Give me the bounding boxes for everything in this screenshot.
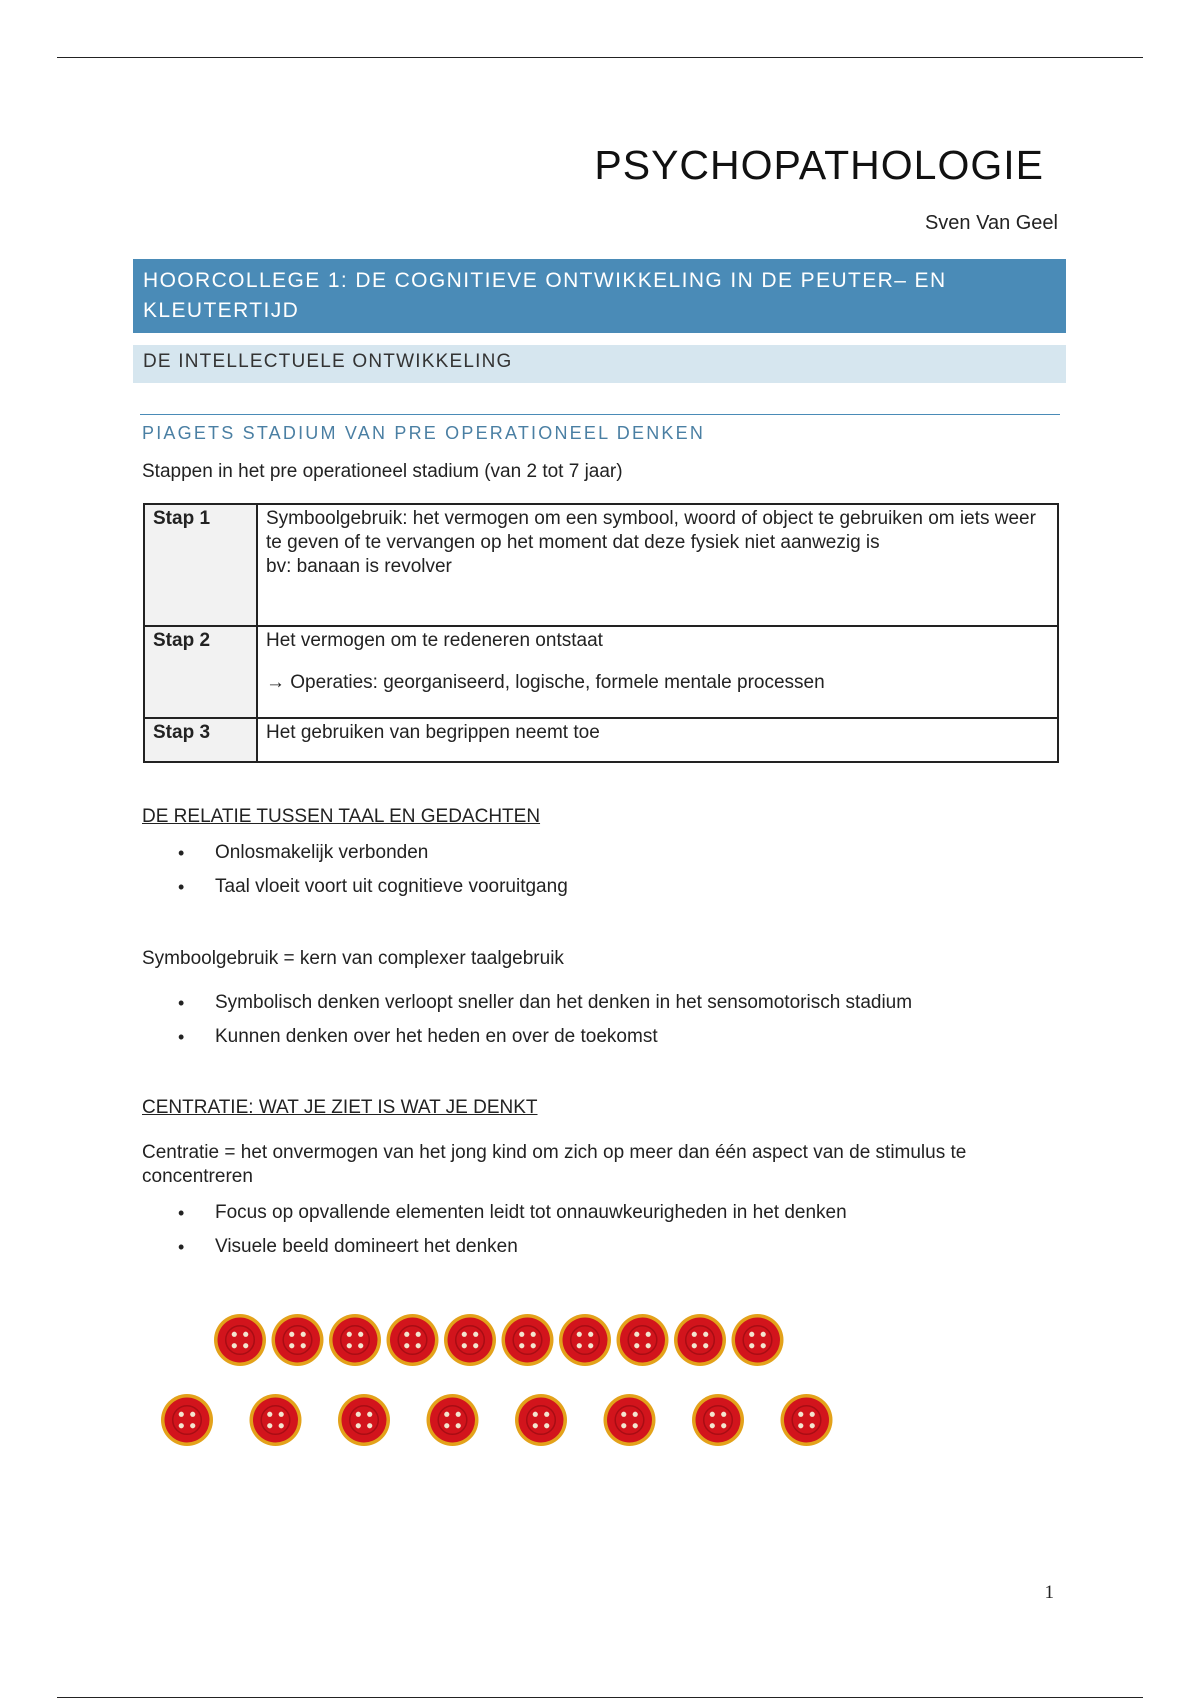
document-title: PSYCHOPATHOLOGIE	[594, 142, 1044, 188]
steps-table	[143, 503, 1059, 763]
step-line: Het vermogen om te redeneren ontstaat	[266, 630, 603, 651]
sewing-button	[214, 1314, 266, 1366]
list-item: • Visuele beeld domineert het denken	[170, 1235, 847, 1269]
sewing-button	[502, 1314, 554, 1366]
step-label: Stap 1	[144, 504, 257, 626]
bottom-rule	[57, 1697, 1143, 1698]
subsection-rule	[140, 414, 1060, 415]
list-item: • Focus op opvallende elementen leidt tot onnauwkeurigheden in het denken	[170, 1201, 847, 1235]
sewing-button	[732, 1314, 784, 1366]
sewing-button	[250, 1394, 302, 1446]
step-label: Stap 3	[144, 718, 257, 762]
table-row	[144, 718, 1058, 762]
list-item: • Taal vloeit voort uit cognitieve vooruitgang	[170, 875, 568, 909]
piaget-heading: PIAGETS STADIUM VAN PRE OPERATIONEEL DENKEN	[142, 423, 706, 443]
step-line: → Operaties: georganiseerd, logische, formele mentale processen	[266, 672, 825, 693]
sewing-button	[617, 1314, 669, 1366]
sewing-button	[559, 1314, 611, 1366]
step-line: Het gebruiken van begrippen neemt toe	[266, 722, 600, 743]
centratie-definition: Centratie = het onvermogen van het jong kind om zich op meer dan één aspect van de stimulus te concentreren	[142, 1142, 967, 1187]
sewing-button	[427, 1394, 479, 1446]
sewing-button	[272, 1314, 324, 1366]
centratie-bullets	[170, 1201, 847, 1269]
relatie-bullets	[170, 841, 568, 909]
step-line: Symboolgebruik: het vermogen om een symbool, woord of object te gebruiken om iets weer te geven of te vervangen op het moment dat deze fysiek niet aanwezig is	[266, 508, 1036, 553]
list-item: • Kunnen denken over het heden en over de toekomst	[170, 1025, 912, 1059]
sewing-button	[515, 1394, 567, 1446]
section-heading: DE INTELLECTUELE ONTWIKKELING	[133, 345, 1066, 383]
list-item: • Onlosmakelijk verbonden	[170, 841, 568, 875]
relatie-heading: DE RELATIE TUSSEN TAAL EN GEDACHTEN	[142, 806, 541, 827]
symboolgebruik-statement: Symboolgebruik = kern van complexer taalgebruik	[142, 948, 564, 969]
step-description	[257, 504, 1058, 626]
sewing-button	[338, 1394, 390, 1446]
sewing-button	[387, 1314, 439, 1366]
centratie-heading: CENTRATIE: WAT JE ZIET IS WAT JE DENKT	[142, 1097, 538, 1118]
sewing-button	[444, 1314, 496, 1366]
sewing-button	[781, 1394, 833, 1446]
page-number: 1	[1044, 1582, 1054, 1603]
step-description	[257, 718, 1058, 762]
list-item: • Symbolisch denken verloopt sneller dan het denken in het sensomotorisch stadium	[170, 991, 912, 1025]
sewing-button	[329, 1314, 381, 1366]
sewing-button	[161, 1394, 213, 1446]
top-rule	[57, 57, 1143, 58]
symbool-bullets	[170, 991, 912, 1059]
sewing-button	[604, 1394, 656, 1446]
lecture-heading: HOORCOLLEGE 1: DE COGNITIEVE ONTWIKKELING IN DE PEUTER– EN KLEUTERTIJD	[133, 259, 1066, 333]
piaget-intro: Stappen in het pre operationeel stadium (van 2 tot 7 jaar)	[142, 461, 623, 482]
step-label: Stap 2	[144, 626, 257, 718]
buttons-illustration	[150, 1300, 850, 1460]
step-description	[257, 626, 1058, 718]
table-row	[144, 626, 1058, 718]
sewing-button	[674, 1314, 726, 1366]
author-name: Sven Van Geel	[924, 212, 1058, 234]
sewing-button	[692, 1394, 744, 1446]
step-line: bv: banaan is revolver	[266, 556, 452, 577]
table-row	[144, 504, 1058, 626]
